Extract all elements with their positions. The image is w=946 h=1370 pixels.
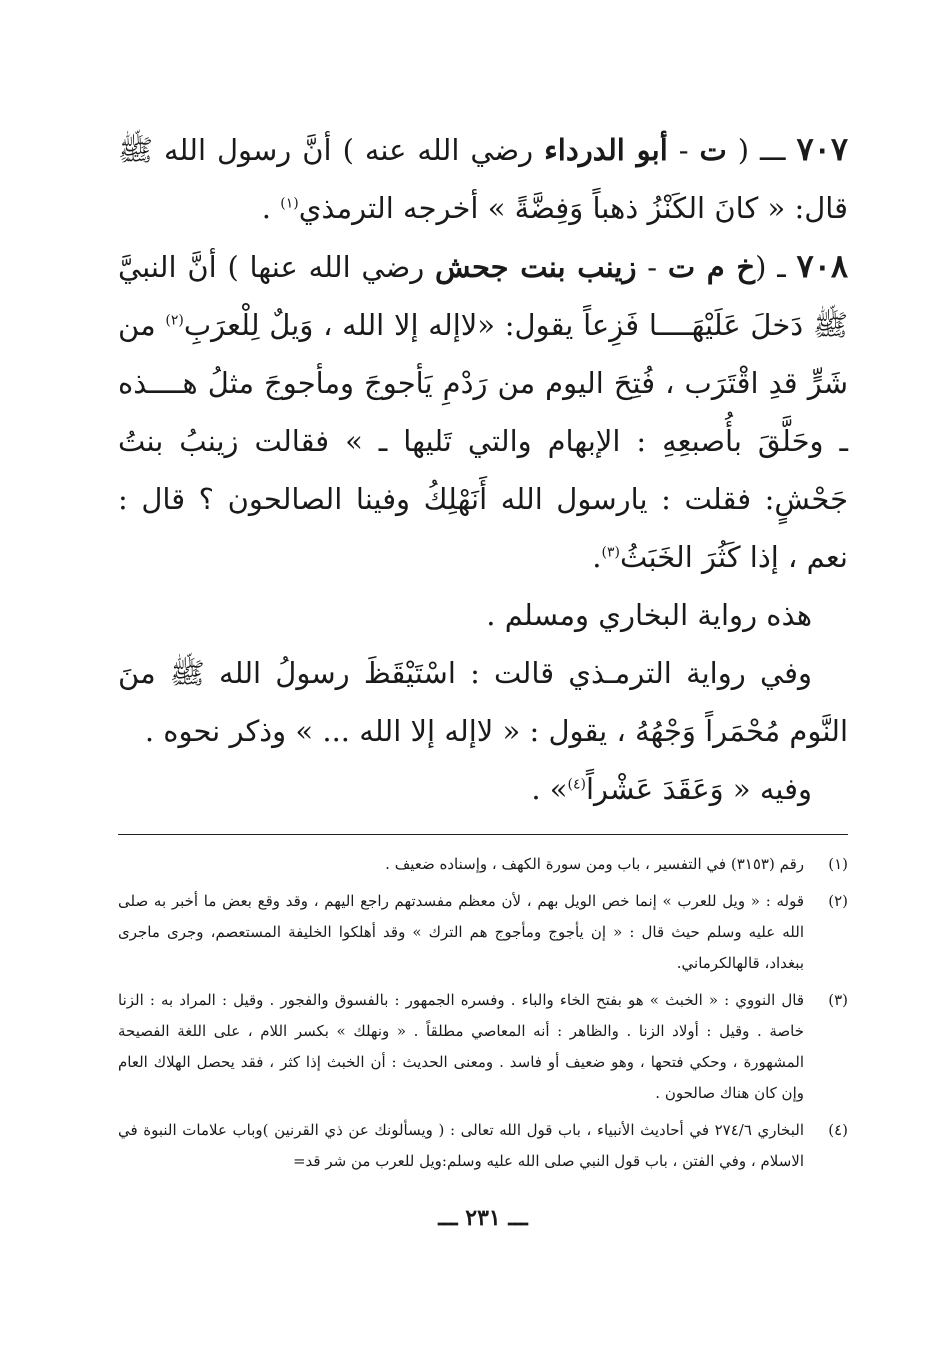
book-page	[118, 120, 848, 1250]
hadith-dash: ـ	[777, 250, 786, 284]
hadith-number: ٧٠٨	[796, 247, 849, 285]
narrator-phrase: رضي الله عنها ) أنَّ	[187, 250, 425, 284]
footnote-separator	[118, 834, 848, 835]
source-tag: خ م ت	[667, 250, 756, 284]
narration-note: هذه رواية البخاري ومسلم .	[486, 598, 812, 632]
source-tag: ت	[699, 133, 727, 167]
footnote-text: قال النووي : « الخبث » هو بفتح الخاء والباء . وفسره الجمهور : بالفسوق والفجور . وقيل : المراد به : الزنا خاصة . وقيل : أولاد الزنا . والظاهر : أنه المعاصي مطلقاً . « ونهلك » بكسر اللام ، على اللغة الفصيحة المشهورة ، وحكي فتحها ، وهو ضعيف أو فاسد . ومعنى الحديث : أن الخبث إذا كثر ، فقد يحصل الهلاك العام وإن كان هناك صالحون .	[118, 991, 804, 1102]
footnote-2	[118, 886, 848, 979]
narration-detail	[118, 760, 848, 818]
footnote-text: البخاري ٢٧٤/٦ في أحاديث الأنبياء ، باب قول الله تعالى : ( ويسألونك عن ذي القرنين )وباب علامات النبوة في الاسلام ، وفي الفتن ، باب قول النبي صلى الله عليه وسلم:ويل للعرب من شر قد=	[118, 1121, 804, 1170]
footnote-ref[interactable]: (٢)	[165, 312, 184, 329]
hadith-number: ٧٠٧	[796, 130, 849, 168]
footnotes	[118, 849, 848, 1177]
narration-detail-end: » .	[531, 772, 568, 806]
footnote-number: (٢)	[828, 892, 848, 910]
hadith-text-part-1: النبيَّ ﷺ دَخلَ عَلَيْهَــــا فَزِعاً يقول: «لاإله إلا الله ، وَيلٌ لِلْعرَبِ	[118, 250, 848, 342]
footnote-text: قوله : « ويل للعرب » إنما خص الويل بهم ، لأن معظم مفسدتهم راجع اليهم ، وقد وقع بعض ما أخبر به صلى الله عليه وسلم حيث قال : « إن يأجوج ومأجوج هم الترك » وقد أهلكوا الخليفة المستعصم، وجرى ماجرى ببغداد، قالهالكرماني.	[118, 892, 804, 972]
narration-detail-text: وفيه « وَعَقَدَ عَشْراً	[586, 772, 812, 806]
hadith-708	[118, 237, 848, 586]
page-number: ـــ ٢٣١ ـــ	[438, 1205, 528, 1231]
footnote-ref[interactable]: (١)	[280, 195, 299, 212]
hadith-text: « كانَ الكَنْزُ ذهباً وَفِضَّةً » أخرجه الترمذي	[298, 191, 786, 225]
paren-open: (	[755, 250, 767, 284]
footnote-4	[118, 1115, 848, 1177]
footnote-ref[interactable]: (٤)	[567, 776, 586, 793]
sentence-end: .	[261, 191, 272, 225]
additional-narrations	[118, 586, 848, 818]
hadith-lead: أنَّ رسول الله ﷺ قال:	[118, 133, 848, 225]
sentence-end: .	[592, 540, 602, 574]
hadith-707-paragraph: ٧٠٧ ـــ ( ت - أبو الدرداء رضي الله عنه ) أنَّ رسول الله ﷺ قال: « كانَ الكَنْزُ ذهباً وَفِضَّةً » أخرجه الترمذي$^{(١)}$ .	[118, 130, 849, 225]
paren-open: (	[737, 133, 750, 167]
tirmidhi-narration: وفي رواية الترمـذي قالت : اسْتَيْقَظَ رسولُ الله ﷺ منَ النَّوم مُحْمَراً وَجْهُهُ ، يقول : « لاإله إلا الله ... » وذكر نحوه .	[118, 656, 848, 748]
narrator-name: أبو الدرداء	[544, 133, 668, 167]
narrator-phrase: رضي الله عنه )	[342, 133, 534, 167]
hadith-708-paragraph: ٧٠٨ ـ (خ م ت - زينب بنت جحش رضي الله عنها ) أنَّ النبيَّ ﷺ دَخلَ عَلَيْهَــــا فَزِعاً يقول: «لاإله إلا الله ، وَيلٌ لِلْعرَبِ$^{(٢)}$ من شَرٍّ قدِ اقْتَرَب ، فُتِحَ اليوم من رَدْمِ يَأجوجَ ومأجوجَ مثلُ هــــذه ـ وحَلَّقَ بأُصبعِهِ : الإبهام والتي تَليها ـ » فقالت زينبُ بنتُ جَحْشٍ: فقلت : يارسول الله أَنَهْلِكُ وفينا الصالحون ؟ قال : نعم ، إذا كَثُرَ الخَبَثُ$^{(٣)}$.	[118, 247, 849, 574]
narrator-name: زينب بنت جحش	[434, 250, 637, 284]
main-text	[118, 120, 848, 818]
footnote-number: (١)	[828, 855, 848, 873]
hadith-dash: ـــ	[760, 133, 786, 167]
footnote-3	[118, 985, 848, 1109]
hadith-text-part-2: من شَرٍّ قدِ اقْتَرَب ، فُتِحَ اليوم من رَدْمِ يَأجوجَ ومأجوجَ مثلُ هــــذه ـ وحَلَّقَ بأُصبعِهِ : الإبهام والتي تَليها ـ » فقالت زينبُ بنتُ جَحْشٍ: فقلت : يارسول الله أَنَهْلِكُ وفينا الصالحون ؟ قال : نعم ، إذا كَثُرَ الخَبَثُ	[118, 308, 848, 574]
footnote-text: رقم (٣١٥٣) في التفسير ، باب ومن سورة الكهف ، وإسناده ضعيف .	[385, 855, 804, 873]
hadith-707	[118, 120, 848, 237]
footnote-ref[interactable]: (٣)	[601, 544, 620, 561]
footnote-number: (٣)	[828, 991, 848, 1009]
footnote-1	[118, 849, 848, 880]
footnote-number: (٤)	[828, 1121, 848, 1139]
